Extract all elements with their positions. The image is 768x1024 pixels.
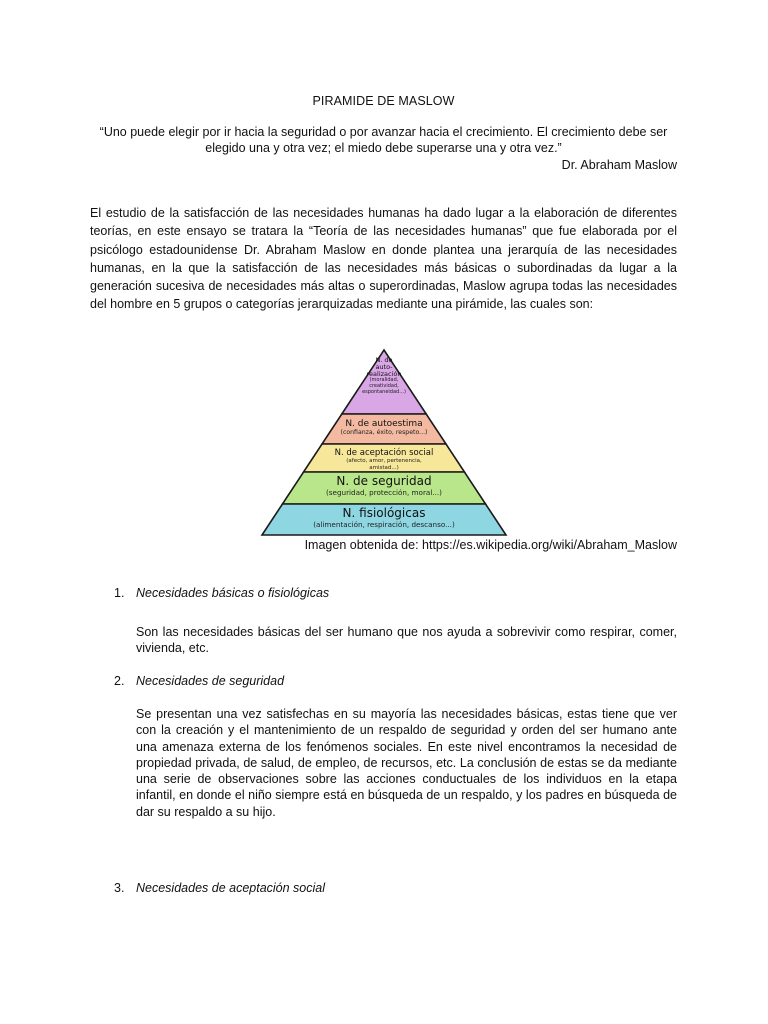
- list-item-2-heading: [114, 674, 284, 688]
- pyramid-level-1-title: realización: [366, 370, 402, 378]
- list-item-3-heading: [114, 881, 325, 895]
- pyramid-level-3-title: N. de aceptación social: [334, 448, 434, 458]
- pyramid-level-2-title: N. de autoestima: [345, 419, 423, 429]
- pyramid-level-1-title: N. de: [375, 356, 393, 364]
- list-heading: Necesidades de seguridad: [136, 674, 285, 688]
- list-number: 1.: [114, 586, 125, 600]
- intro-paragraph: El estudio de la satisfacción de las necesidades humanas ha dado lugar a la elaboración de diferentes teorías, en este ensayo se tratara la “Teoría de las necesidades humanas” que fue elaborada por el psicólogo estadounidense Dr. Abraham Maslow en donde plantea una jerarquía de las necesidades humanas, en la que la satisfacción de las necesidades más básicas o subordinadas da lugar a la generación sucesiva de necesidades más altas o superordinadas, Maslow agrupa todas las necesidades del hombre en 5 grupos o categorías jerarquizadas mediante una pirámide, las cuales son:: [90, 206, 677, 312]
- pyramid-level-5-detail: (alimentación, respiración, descanso...): [313, 520, 455, 529]
- pyramid-level-1-detail: creatividad,: [369, 383, 399, 389]
- pyramid-level-1-detail: (moralidad,: [369, 377, 399, 383]
- figure-caption: Imagen obtenida de: https://es.wikipedia.org/wiki/Abraham_Maslow: [304, 538, 677, 552]
- pyramid-level-1-title: auto-: [375, 363, 393, 371]
- pyramid-level-3-detail: (afecto, amor, pertenencia,: [346, 458, 422, 464]
- pyramid-level-1-detail: espontaneidad...): [362, 389, 406, 395]
- pyramid-level-3-detail: amistad...): [369, 465, 399, 471]
- list-item-1-heading: [114, 586, 329, 600]
- list-number: 3.: [114, 881, 125, 895]
- pyramid-level-4-title: N. de seguridad: [336, 474, 432, 488]
- pyramid-level-4-detail: (seguridad, protección, moral...): [326, 488, 442, 497]
- maslow-pyramid: [260, 348, 508, 538]
- list-item-2-body: Se presentan una vez satisfechas en su mayoría las necesidades básicas, estas tiene que ver con la creación y el mantenimiento de un respaldo de seguridad y orden del ser humano ante una amenaza externa de los fenómenos sociales. En este nivel encontramos la necesidad de propiedad privada, de salud, de empleo, de recursos, etc. La conclusión de estas se da mediante una serie de observaciones sobre las acciones conductuales de los individuos en la etapa infantil, en donde el niño siempre está en búsqueda de un respaldo, y los padres en búsqueda de dar su respaldo a su hijo.: [136, 707, 677, 819]
- list-heading: Necesidades de aceptación social: [136, 881, 326, 895]
- list-number: 2.: [114, 674, 125, 688]
- maslow-pyramid-figure: [260, 348, 508, 538]
- quote-author: Dr. Abraham Maslow: [561, 158, 677, 172]
- document-title: PIRAMIDE DE MASLOW: [312, 94, 455, 108]
- pyramid-level-2-detail: (confianza, éxito, respeto...): [340, 429, 428, 436]
- opening-quote: “Uno puede elegir por ir hacia la seguridad o por avanzar hacia el crecimiento. El crecimiento debe ser elegido una y otra vez; el miedo debe superarse una y otra vez.”: [99, 125, 668, 155]
- pyramid-level-5-title: N. fisiológicas: [342, 506, 426, 520]
- list-heading: Necesidades básicas o fisiológicas: [136, 586, 330, 600]
- list-item-1-body: Son las necesidades básicas del ser humano que nos ayuda a sobrevivir como respirar, comer, vivienda, etc.: [136, 625, 677, 656]
- document-page: [90, 0, 677, 1024]
